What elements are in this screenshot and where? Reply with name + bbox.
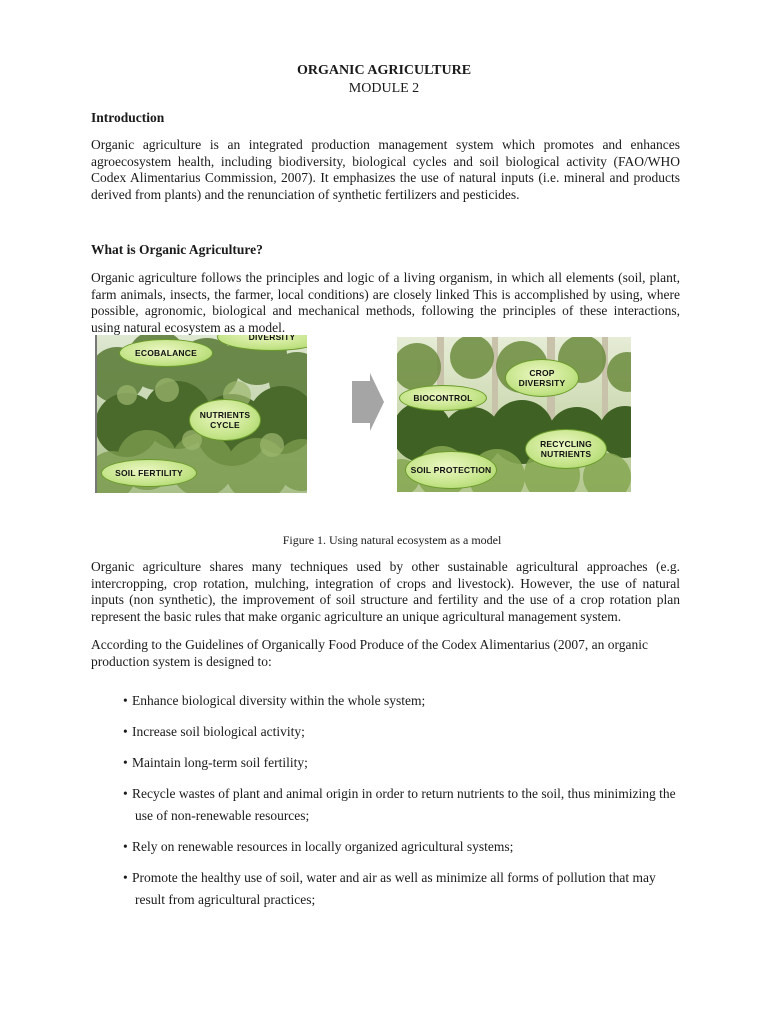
bullet-glyph: • xyxy=(123,755,128,770)
label-biocontrol: BIOCONTROL xyxy=(399,385,487,411)
list-item xyxy=(114,867,684,911)
organic-farm-photo xyxy=(397,337,631,492)
label-ecobalance: ECOBALANCE xyxy=(119,339,213,367)
list-item-text: Recycle wastes of plant and animal origin in order to return nutrients to the soil, thus minimizing the use of non-renewable resources; xyxy=(132,786,676,823)
list-item-text: Maintain long-term soil fertility; xyxy=(132,755,308,770)
label-recycling-nutrients: RECYCLING NUTRIENTS xyxy=(525,429,607,469)
bullet-glyph: • xyxy=(123,839,128,854)
what-is-heading: What is Organic Agriculture? xyxy=(91,242,263,257)
natural-forest-photo xyxy=(95,335,307,493)
bullet-glyph: • xyxy=(123,786,128,801)
bullet-glyph: • xyxy=(123,870,128,885)
label-soil-protection: SOIL PROTECTION xyxy=(405,451,497,489)
list-item xyxy=(114,721,684,743)
list-item-text: Enhance biological diversity within the whole system; xyxy=(132,693,426,708)
list-item-text: Promote the healthy use of soil, water and air as well as minimize all forms of pollution that may result from agricultural practices; xyxy=(132,870,656,907)
list-item xyxy=(114,836,684,858)
list-item xyxy=(114,752,684,774)
label-diversity: DIVERSITY xyxy=(217,335,307,351)
techniques-paragraph: Organic agriculture shares many techniques used by other sustainable agricultural approaches (e.g. intercropping, crop rotation, mulching, integration of crops and livestock). However, the use of natural inputs (non synthetic), the improvement of soil structure and fertility and the use of a crop rotation plan represent the basic rules that make organic agriculture an unique agricultural management system. xyxy=(91,559,680,624)
intro-heading: Introduction xyxy=(91,110,165,125)
objectives-list xyxy=(114,690,684,920)
arrow-right-icon xyxy=(352,373,384,431)
label-crop-diversity: CROP DIVERSITY xyxy=(505,359,579,397)
list-item xyxy=(114,690,684,712)
what-is-paragraph: Organic agriculture follows the principles and logic of a living organism, in which all elements (soil, plant, farm animals, insects, the farmer, local conditions) are closely linked This is accomplished by using, where possible, agronomic, biological and mechanical methods, following the principles of these interactions, using natural ecosystem as a model. xyxy=(91,270,680,335)
figure-caption: Figure 1. Using natural ecosystem as a model xyxy=(282,533,502,547)
document-title: ORGANIC AGRICULTURE xyxy=(296,63,472,78)
label-nutrients-cycle: NUTRIENTS CYCLE xyxy=(189,399,261,441)
ecosystem-figure xyxy=(92,335,632,495)
document-subtitle: MODULE 2 xyxy=(348,81,420,96)
label-soil-fertility: SOIL FERTILITY xyxy=(101,459,197,487)
list-item-text: Rely on renewable resources in locally organized agricultural systems; xyxy=(132,839,514,854)
guidelines-paragraph: According to the Guidelines of Organically Food Produce of the Codex Alimentarius (2007, an organic production system is designed to: xyxy=(91,637,649,669)
bullet-glyph: • xyxy=(123,724,128,739)
list-item-text: Increase soil biological activity; xyxy=(132,724,305,739)
bullet-glyph: • xyxy=(123,693,128,708)
intro-paragraph: Organic agriculture is an integrated production management system which promotes and enhances agroecosystem health, including biodiversity, biological cycles and soil biological activity (FAO/WHO Codex Alimentarius Commission, 2007). It emphasizes the use of natural inputs (i.e. mineral and products derived from plants) and the renunciation of synthetic fertilizers and pesticides. xyxy=(91,137,680,202)
list-item xyxy=(114,783,684,827)
